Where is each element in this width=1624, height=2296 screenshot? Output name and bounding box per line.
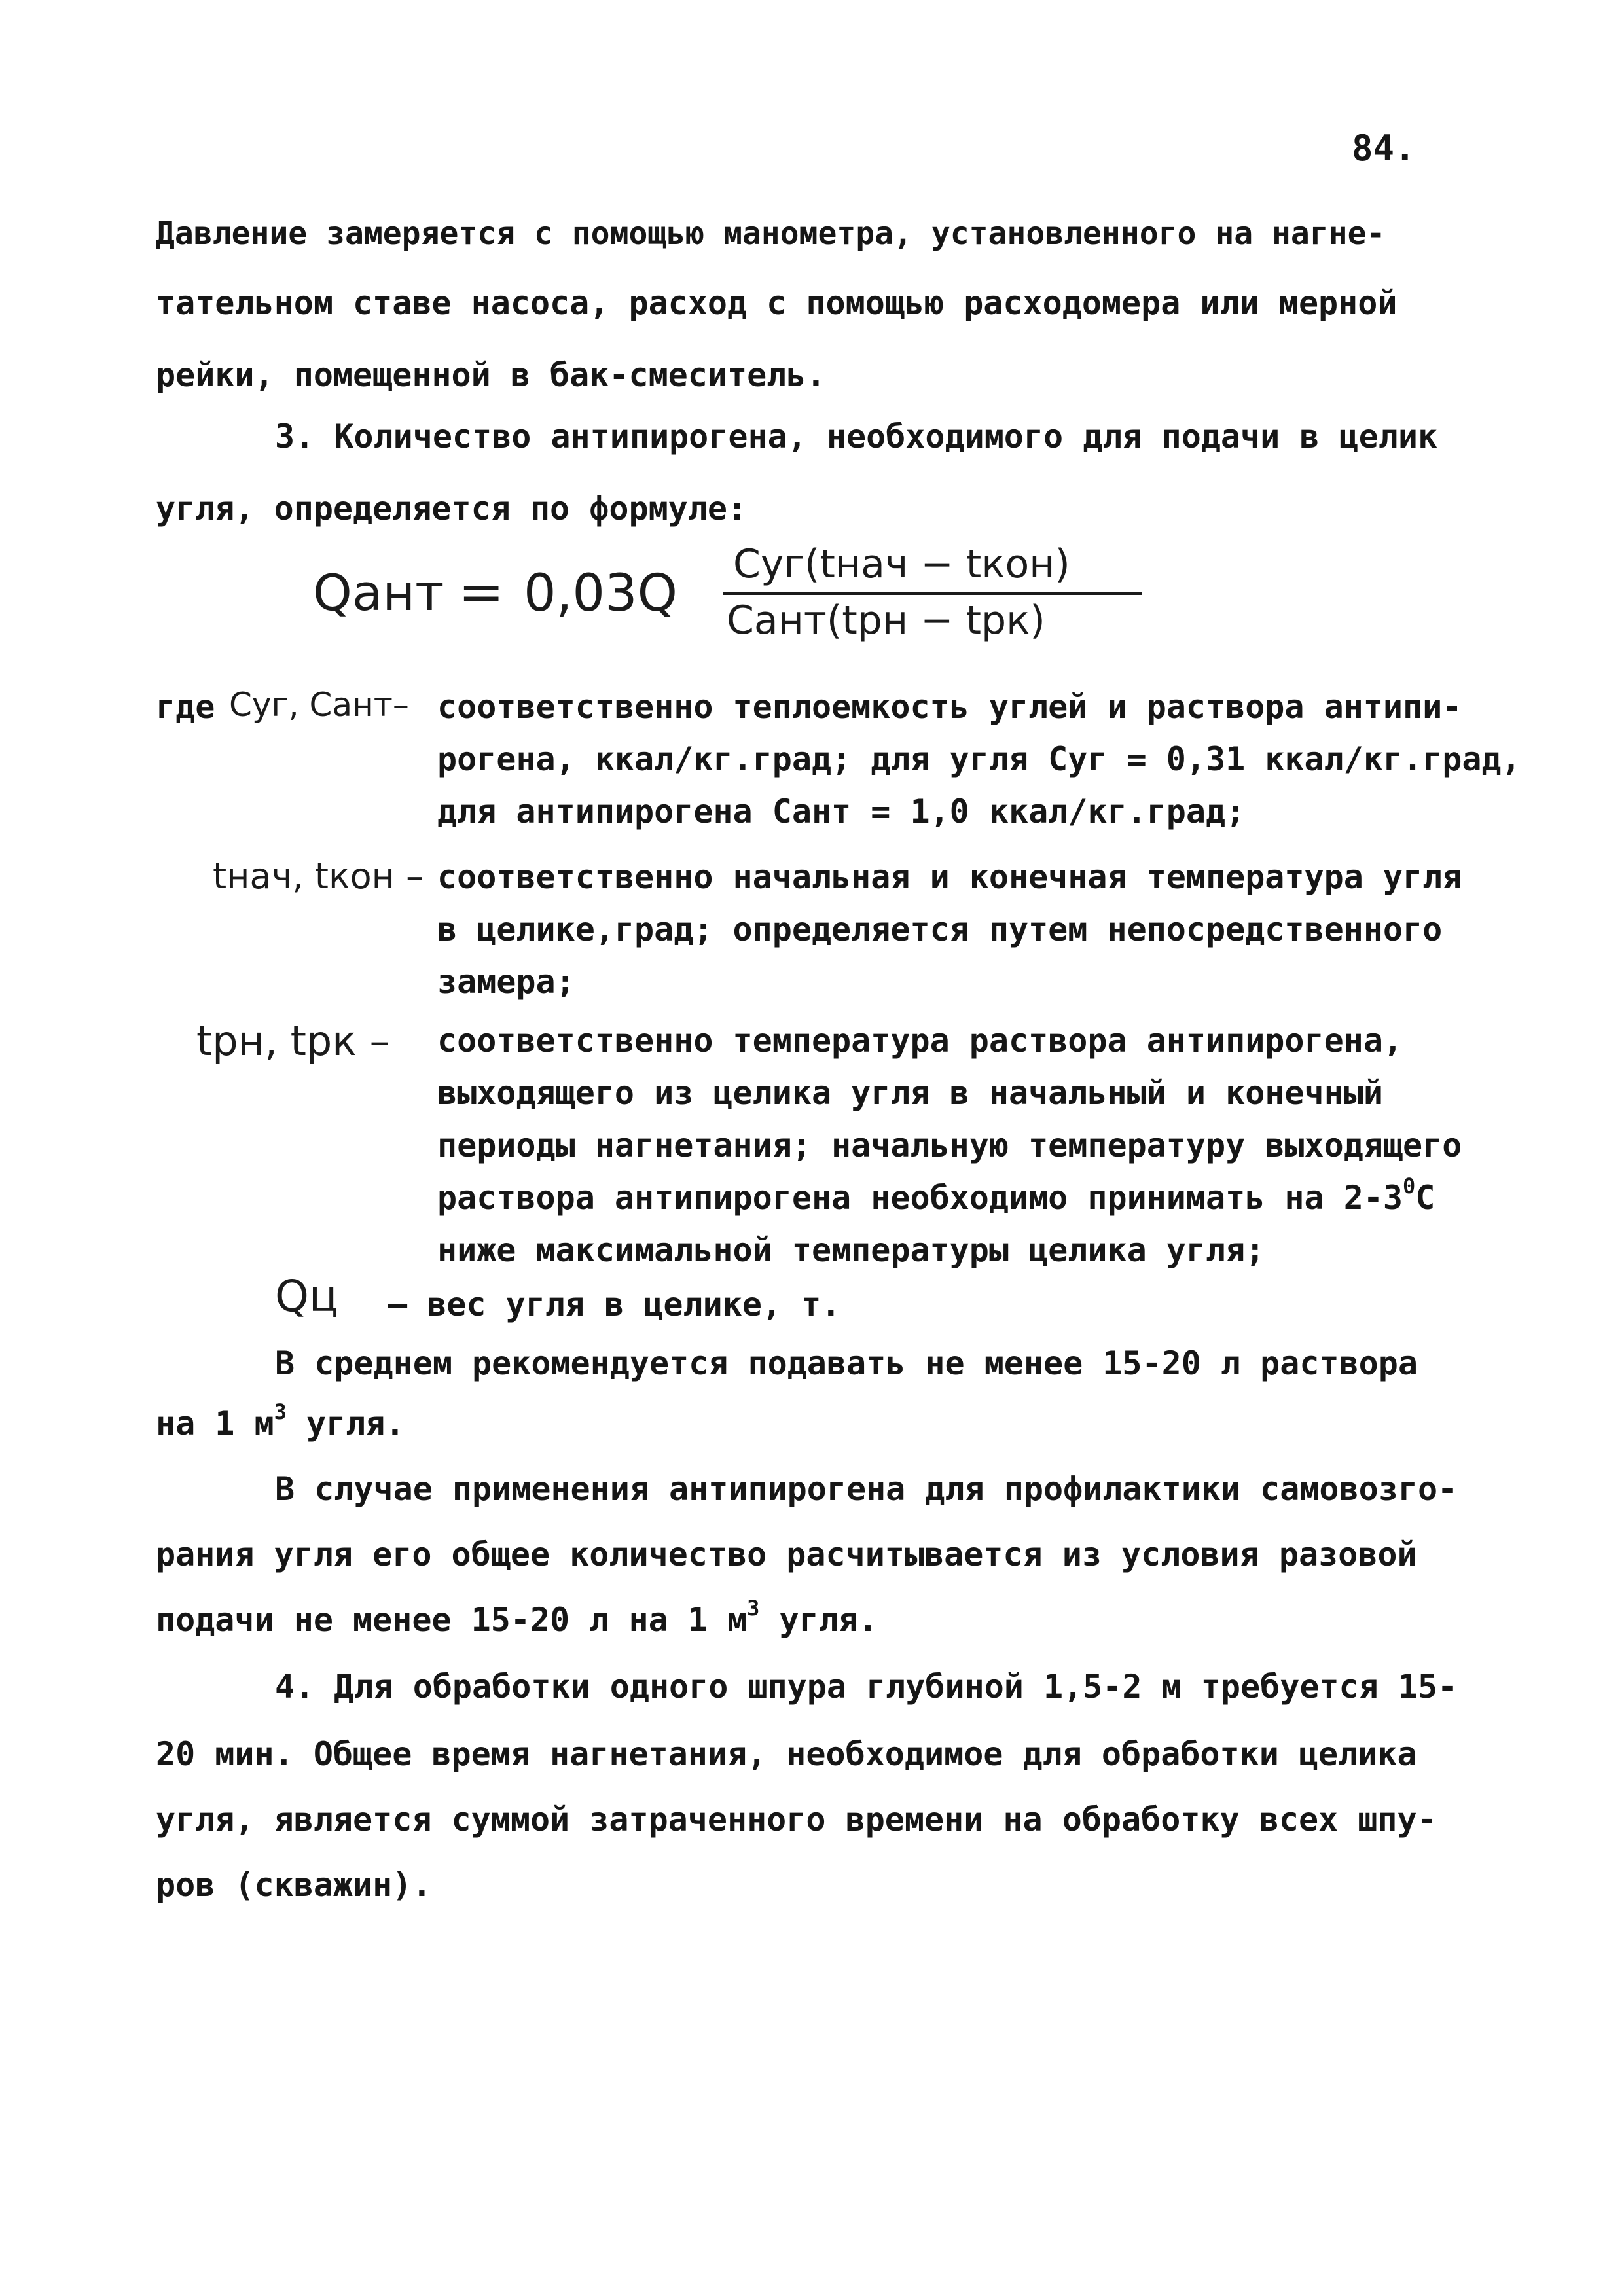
text-line: Давление замеряется с помощью манометра, установленного на нагне- bbox=[156, 215, 1386, 252]
fraction-bar bbox=[723, 592, 1142, 595]
text-line: в целике,град; определяется путем непосредственного bbox=[437, 910, 1443, 948]
formula-coefficient: 0,03Q bbox=[524, 564, 678, 623]
definition-body bbox=[437, 851, 1550, 1008]
line-text: подачи не менее 15-20 л на 1 м bbox=[156, 1601, 748, 1639]
formula-numerator: Cуг(tнач − tкон) bbox=[733, 541, 1070, 587]
text-line bbox=[156, 1399, 405, 1443]
definition-term: tрн, tрк – bbox=[196, 1017, 390, 1065]
page-number: 84. bbox=[1352, 128, 1416, 169]
degree-superscript: 0 bbox=[1403, 1174, 1416, 1199]
text-line: рогена, ккал/кг.град; для угля Cуг = 0,31 ккал/кг.град, bbox=[437, 740, 1521, 778]
text-line: угля, определяется по формуле: bbox=[156, 490, 748, 528]
text-line: – вес угля в целике, т. bbox=[388, 1285, 841, 1323]
definition-body bbox=[437, 1014, 1550, 1276]
text-line: рейки, помещенной в бак-смеситель. bbox=[156, 356, 826, 394]
line-text: раствора антипирогена необходимо принимать на 2-3 bbox=[437, 1179, 1403, 1217]
formula-denominator: Cант(tрн − tрк) bbox=[727, 598, 1045, 643]
text-line: замера; bbox=[437, 963, 575, 1001]
line-text: угля. bbox=[759, 1601, 878, 1639]
text-line: ров (скважин). bbox=[156, 1866, 432, 1904]
line-text: угля. bbox=[286, 1405, 405, 1443]
text-line bbox=[437, 1172, 1550, 1224]
degree-unit: С bbox=[1415, 1179, 1435, 1217]
text-line: ниже максимальной температуры целика угля; bbox=[437, 1231, 1265, 1269]
text-line: рания угля его общее количество расчитывается из условия разовой bbox=[156, 1535, 1417, 1573]
text-line: для антипирогена Cант = 1,0 ккал/кг.град; bbox=[437, 793, 1246, 831]
formula-equals: = bbox=[458, 560, 505, 624]
formula-lhs: Qант bbox=[313, 564, 444, 622]
definition-term: Cуг, Cант– bbox=[229, 686, 409, 724]
text-line bbox=[156, 1596, 878, 1639]
text-line: 20 мин. Общее время нагнетания, необходимое для обработки целика bbox=[156, 1735, 1417, 1773]
superscript: 3 bbox=[274, 1399, 287, 1425]
definition-term: Qц bbox=[275, 1271, 338, 1321]
text-line: тательном ставе насоса, расход с помощью расходомера или мерной bbox=[156, 284, 1398, 322]
definition-term: tнач, tкон – bbox=[213, 855, 424, 897]
text-line: соответственно температура раствора антипирогена, bbox=[437, 1022, 1403, 1060]
text-line: выходящего из целика угля в начальный и конечный bbox=[437, 1074, 1383, 1112]
text-line: В среднем рекомендуется подавать не менее 15-20 л раствора bbox=[275, 1344, 1418, 1382]
text-line: 4. Для обработки одного шпура глубиной 1,5-2 м требуется 15- bbox=[275, 1668, 1458, 1706]
superscript: 3 bbox=[747, 1596, 760, 1621]
where-label: где bbox=[156, 688, 215, 726]
text-line: соответственно начальная и конечная температура угля bbox=[437, 858, 1462, 896]
text-line: соответственно теплоемкость углей и раствора антипи- bbox=[437, 688, 1462, 726]
text-line: 3. Количество антипирогена, необходимого для подачи в целик bbox=[275, 418, 1438, 456]
line-text: на 1 м bbox=[156, 1405, 274, 1443]
text-line: В случае применения антипирогена для профилактики самовозго- bbox=[275, 1470, 1458, 1508]
text-line: периоды нагнетания; начальную температуру выходящего bbox=[437, 1126, 1462, 1164]
definition-body bbox=[437, 681, 1550, 838]
text-line: угля, является суммой затраченного времени на обработку всех шпу- bbox=[156, 1801, 1437, 1839]
